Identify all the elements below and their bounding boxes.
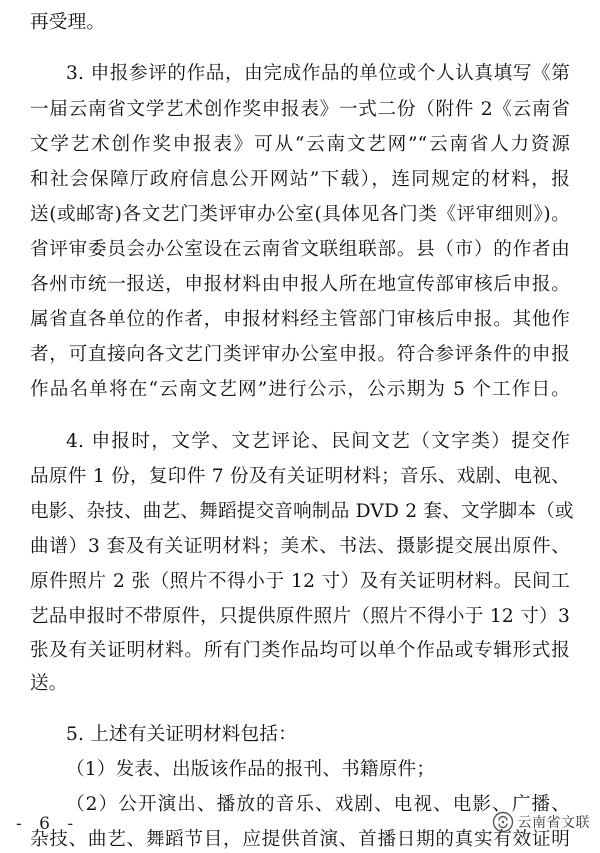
text-line-22: （2）公开演出、播放的音乐、戏剧、电视、电影、广播、 — [66, 794, 570, 815]
text-line-13: 品原件 1 份，复印件 7 份及有关证明材料；音乐、戏剧、电视、 — [30, 466, 570, 487]
watermark — [492, 811, 591, 833]
text-line-10: 者，可直接向各文艺门类评审办公室申报。符合参评条件的申报 — [30, 344, 570, 365]
wechat-official-account-icon — [492, 811, 514, 833]
text-line-15: 曲谱）3 套及有关证明材料；美术、书法、摄影提交展出原件、 — [30, 536, 570, 557]
text-line-16: 原件照片 2 张（照片不得小于 12 寸）及有关证明材料。民间工 — [30, 571, 570, 592]
text-line-8: 各州市统一报送，申报材料由申报人所在地宣传部审核后申报。 — [30, 274, 570, 295]
text-line-14: 电影、杂技、曲艺、舞蹈提交音响制品 DVD 2 套、文学脚本（或 — [30, 501, 574, 522]
text-line-18: 张及有关证明材料。所有门类作品均可以单个作品或专辑形式报 — [30, 640, 570, 661]
text-line-9: 属省直各单位的作者，申报材料经主管部门审核后申报。其他作 — [30, 309, 570, 330]
text-line-11: 作品名单将在“云南文艺网”进行公示，公示期为 5 个工作日。 — [30, 379, 570, 400]
text-line-19: 送。 — [30, 673, 68, 694]
watermark-text: 云南省文联 — [517, 815, 590, 831]
text-line-4: 文学艺术创作奖申报表》可从“云南文艺网”“云南省人力资源 — [30, 134, 570, 155]
text-line-17: 艺品申报时不带原件，只提供原件照片（照片不得小于 12 寸）3 — [30, 606, 570, 627]
text-line-7: 省评审委员会办公室设在云南省文联组联部。县（市）的作者由 — [30, 239, 570, 260]
page-number: - 6 - — [16, 814, 80, 834]
text-line-21: （1）发表、出版该作品的报刊、书籍原件； — [66, 759, 436, 780]
text-line-3: 一届云南省文学艺术创作奖申报表》一式二份（附件 2《云南省 — [30, 99, 570, 120]
text-line-1: 再受理。 — [30, 12, 106, 33]
text-line-23: 杂技、曲艺、舞蹈节目，应提供首演、首播日期的真实有效证明 — [30, 829, 570, 850]
text-line-12: 4. 申报时，文学、文艺评论、民间文艺（文字类）提交作 — [66, 431, 570, 452]
text-line-20: 5. 上述有关证明材料包括： — [66, 724, 297, 745]
text-line-2: 3. 申报参评的作品，由完成作品的单位或个人认真填写《第 — [66, 63, 570, 84]
text-line-5: 和社会保障厅政府信息公开网站”下载），连同规定的材料，报 — [30, 169, 570, 190]
text-line-6: 送(或邮寄)各文艺门类评审办公室(具体见各门类《评审细则》)。 — [30, 204, 570, 225]
